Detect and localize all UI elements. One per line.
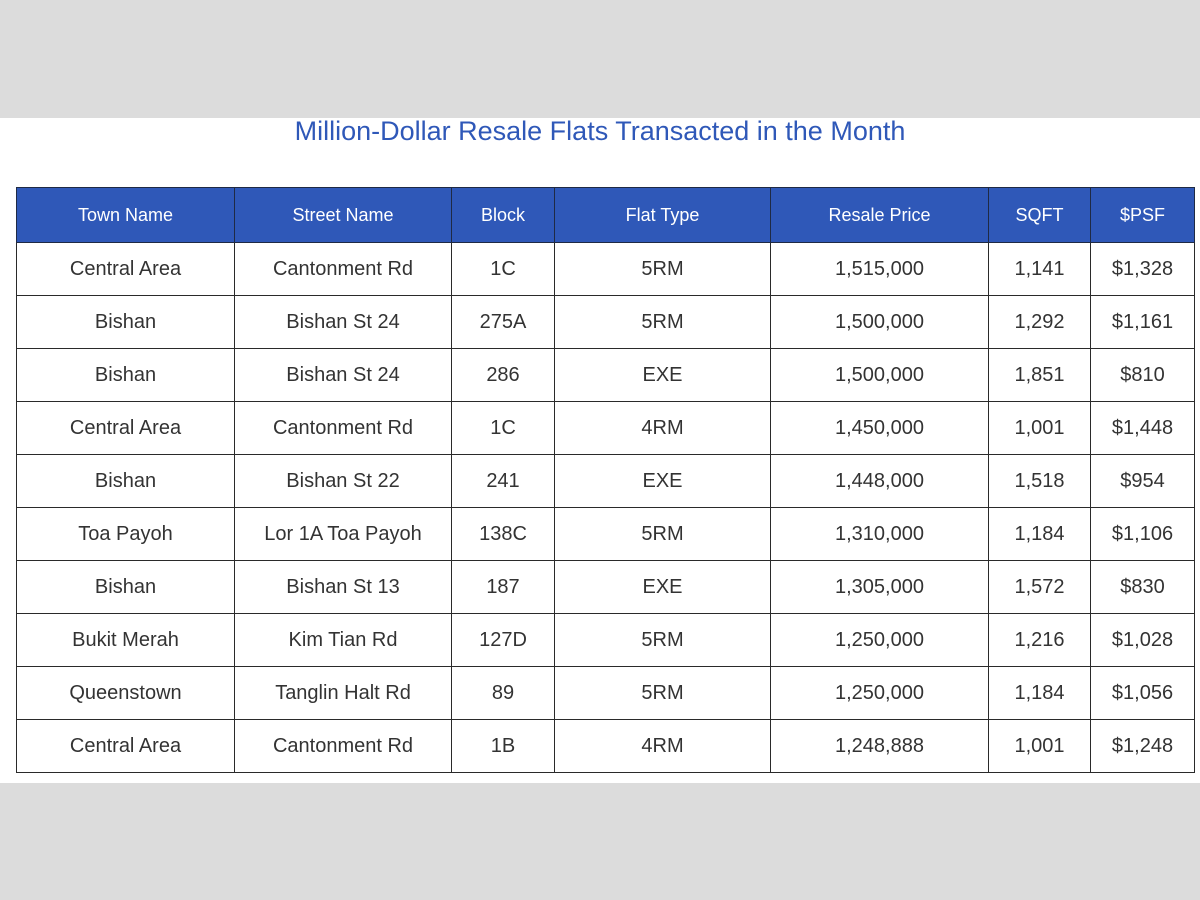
sqft-cell: 1,851 bbox=[989, 349, 1091, 402]
flat-type-cell: EXE bbox=[555, 561, 771, 614]
block-cell: 1B bbox=[452, 720, 555, 773]
flat-type-cell: 5RM bbox=[555, 296, 771, 349]
town-name-cell: Queenstown bbox=[17, 667, 235, 720]
block-cell: 187 bbox=[452, 561, 555, 614]
table-row bbox=[17, 296, 1195, 349]
table-row bbox=[17, 561, 1195, 614]
block-cell: 127D bbox=[452, 614, 555, 667]
resale-price-cell: 1,305,000 bbox=[771, 561, 989, 614]
town-name-cell: Bukit Merah bbox=[17, 614, 235, 667]
psf-cell: $810 bbox=[1091, 349, 1195, 402]
street-name-cell: Cantonment Rd bbox=[235, 402, 452, 455]
town-name-cell: Bishan bbox=[17, 561, 235, 614]
table-row bbox=[17, 667, 1195, 720]
sqft-cell: 1,141 bbox=[989, 243, 1091, 296]
header-block: Block bbox=[452, 188, 555, 243]
street-name-cell: Bishan St 13 bbox=[235, 561, 452, 614]
resale-price-cell: 1,248,888 bbox=[771, 720, 989, 773]
flat-type-cell: 5RM bbox=[555, 614, 771, 667]
sqft-cell: 1,518 bbox=[989, 455, 1091, 508]
document-page bbox=[0, 118, 1200, 783]
flat-type-cell: 5RM bbox=[555, 508, 771, 561]
sqft-cell: 1,572 bbox=[989, 561, 1091, 614]
table-row bbox=[17, 455, 1195, 508]
psf-cell: $830 bbox=[1091, 561, 1195, 614]
psf-cell: $1,028 bbox=[1091, 614, 1195, 667]
flat-type-cell: EXE bbox=[555, 455, 771, 508]
header-town-name: Town Name bbox=[17, 188, 235, 243]
town-name-cell: Bishan bbox=[17, 455, 235, 508]
street-name-cell: Lor 1A Toa Payoh bbox=[235, 508, 452, 561]
street-name-cell: Bishan St 24 bbox=[235, 349, 452, 402]
table-row bbox=[17, 349, 1195, 402]
sqft-cell: 1,001 bbox=[989, 402, 1091, 455]
street-name-cell: Tanglin Halt Rd bbox=[235, 667, 452, 720]
header-sqft: SQFT bbox=[989, 188, 1091, 243]
sqft-cell: 1,001 bbox=[989, 720, 1091, 773]
psf-cell: $1,056 bbox=[1091, 667, 1195, 720]
resale-price-cell: 1,500,000 bbox=[771, 296, 989, 349]
table-row bbox=[17, 614, 1195, 667]
flat-type-cell: EXE bbox=[555, 349, 771, 402]
psf-cell: $1,328 bbox=[1091, 243, 1195, 296]
header-street-name: Street Name bbox=[235, 188, 452, 243]
street-name-cell: Cantonment Rd bbox=[235, 243, 452, 296]
town-name-cell: Bishan bbox=[17, 349, 235, 402]
psf-cell: $1,248 bbox=[1091, 720, 1195, 773]
resale-price-cell: 1,515,000 bbox=[771, 243, 989, 296]
sqft-cell: 1,216 bbox=[989, 614, 1091, 667]
town-name-cell: Central Area bbox=[17, 402, 235, 455]
street-name-cell: Kim Tian Rd bbox=[235, 614, 452, 667]
block-cell: 1C bbox=[452, 402, 555, 455]
table-row bbox=[17, 720, 1195, 773]
resale-price-cell: 1,250,000 bbox=[771, 614, 989, 667]
page-title: Million-Dollar Resale Flats Transacted in the Month bbox=[294, 118, 906, 146]
town-name-cell: Bishan bbox=[17, 296, 235, 349]
sqft-cell: 1,184 bbox=[989, 508, 1091, 561]
flat-type-cell: 4RM bbox=[555, 720, 771, 773]
flat-type-cell: 5RM bbox=[555, 667, 771, 720]
block-cell: 241 bbox=[452, 455, 555, 508]
table-body bbox=[17, 243, 1195, 773]
header-resale-price: Resale Price bbox=[771, 188, 989, 243]
block-cell: 1C bbox=[452, 243, 555, 296]
header-flat-type: Flat Type bbox=[555, 188, 771, 243]
resale-price-cell: 1,250,000 bbox=[771, 667, 989, 720]
table-row bbox=[17, 508, 1195, 561]
block-cell: 275A bbox=[452, 296, 555, 349]
resale-price-cell: 1,310,000 bbox=[771, 508, 989, 561]
psf-cell: $1,448 bbox=[1091, 402, 1195, 455]
psf-cell: $954 bbox=[1091, 455, 1195, 508]
psf-cell: $1,106 bbox=[1091, 508, 1195, 561]
street-name-cell: Cantonment Rd bbox=[235, 720, 452, 773]
town-name-cell: Central Area bbox=[17, 243, 235, 296]
header-psf: $PSF bbox=[1091, 188, 1195, 243]
street-name-cell: Bishan St 24 bbox=[235, 296, 452, 349]
flat-type-cell: 5RM bbox=[555, 243, 771, 296]
resale-flats-table bbox=[16, 187, 1195, 773]
flat-type-cell: 4RM bbox=[555, 402, 771, 455]
town-name-cell: Toa Payoh bbox=[17, 508, 235, 561]
block-cell: 89 bbox=[452, 667, 555, 720]
street-name-cell: Bishan St 22 bbox=[235, 455, 452, 508]
sqft-cell: 1,184 bbox=[989, 667, 1091, 720]
table-row bbox=[17, 402, 1195, 455]
block-cell: 286 bbox=[452, 349, 555, 402]
table-header-row bbox=[17, 188, 1195, 243]
resale-price-cell: 1,500,000 bbox=[771, 349, 989, 402]
resale-price-cell: 1,448,000 bbox=[771, 455, 989, 508]
sqft-cell: 1,292 bbox=[989, 296, 1091, 349]
table-row bbox=[17, 243, 1195, 296]
town-name-cell: Central Area bbox=[17, 720, 235, 773]
resale-price-cell: 1,450,000 bbox=[771, 402, 989, 455]
block-cell: 138C bbox=[452, 508, 555, 561]
psf-cell: $1,161 bbox=[1091, 296, 1195, 349]
